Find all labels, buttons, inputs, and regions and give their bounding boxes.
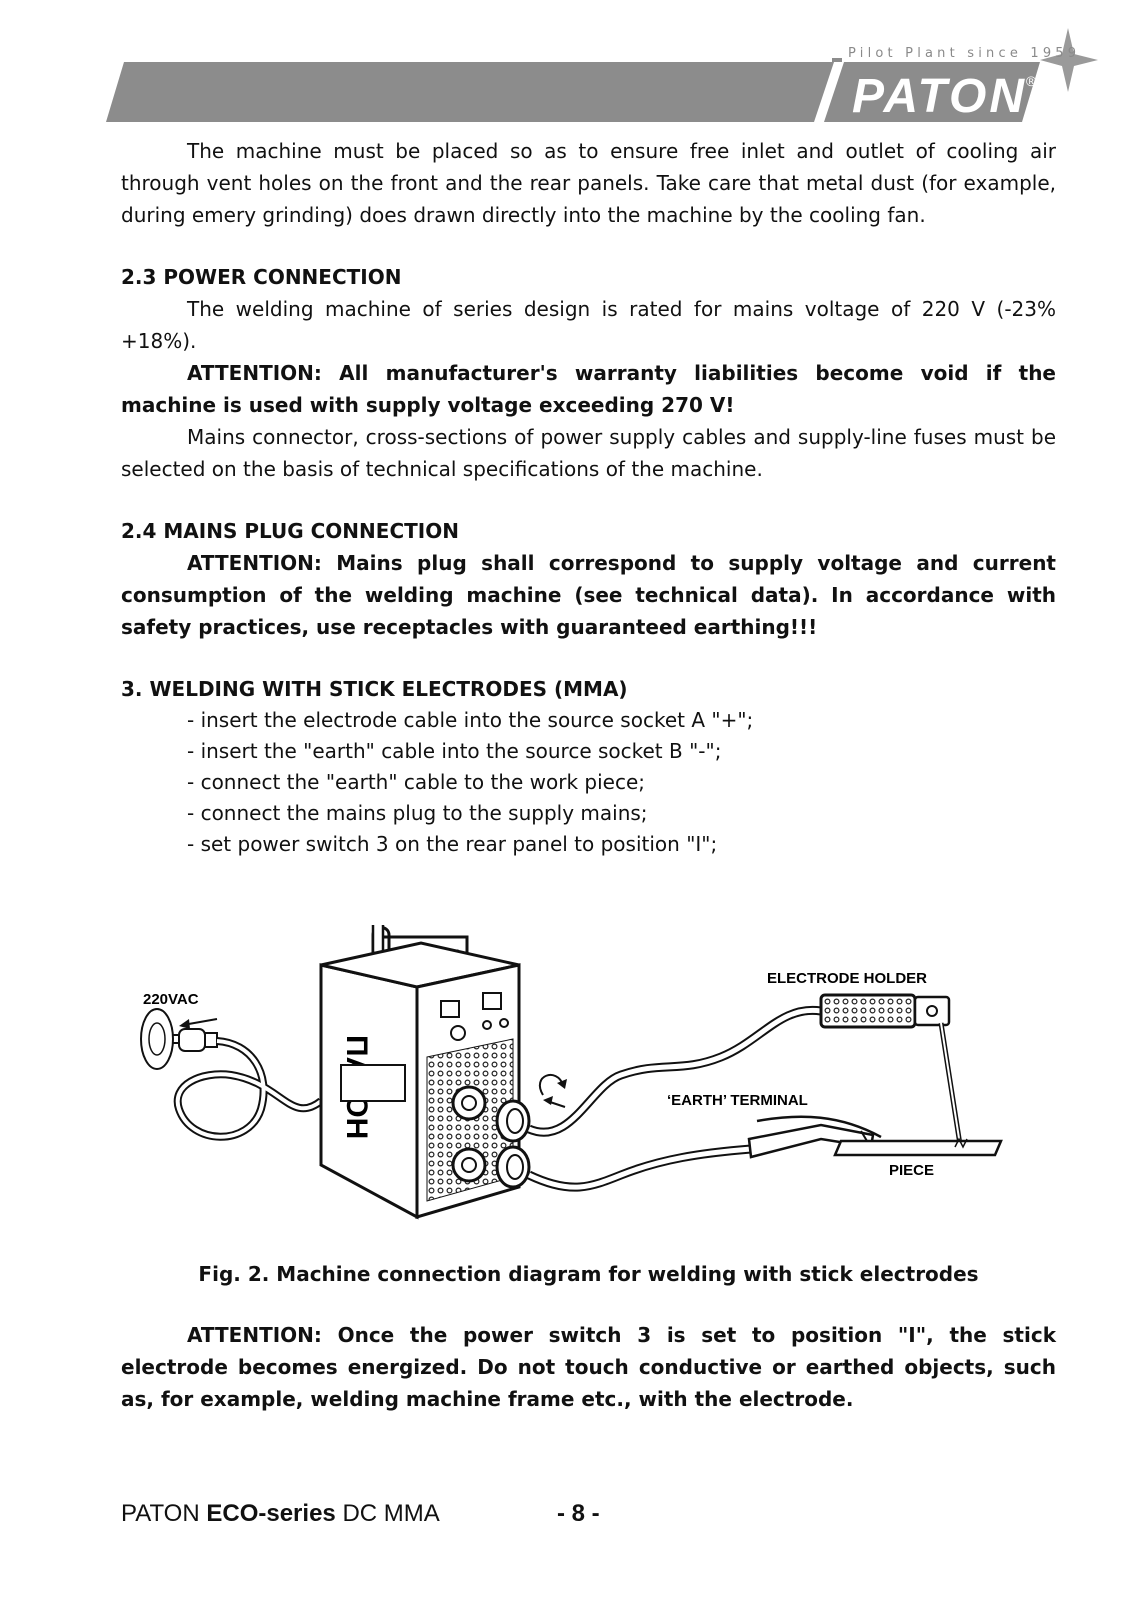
section-heading-2-3: 2.3 POWER CONNECTION (121, 265, 402, 289)
power-paragraph-2: Mains connector, cross-sections of power supply cables and supply-line fuses must be selected on the basis of technical specifications of the machine. (121, 425, 1056, 481)
work-piece (835, 1139, 1001, 1155)
arrow-left-icon (179, 1019, 217, 1029)
label-mains: 220VAC (143, 991, 199, 1008)
label-electrode-holder: ELECTRODE HOLDER (767, 970, 928, 987)
registered-mark: ® (1026, 73, 1037, 89)
power-paragraph: The welding machine of series design is rated for mains voltage of 220 V (-23% +18%). (121, 297, 1056, 353)
main-content (121, 135, 1056, 860)
final-attention: ATTENTION: Once the power switch 3 is set to position "I", the stick electrode becomes energized. Do not touch conductive or earthed objects, such as, for example, welding machine frame etc., with the electrode. (121, 1323, 1056, 1411)
section-heading-2-4: 2.4 MAINS PLUG CONNECTION (121, 519, 459, 543)
footer-brand: PATON (121, 1500, 200, 1527)
cable-connector-minus (497, 1147, 529, 1187)
label-piece: PIECE (889, 1162, 935, 1179)
list-item: - connect the "earth" cable to the work piece; (187, 770, 646, 794)
spacer (121, 643, 1056, 673)
spacer (121, 485, 1056, 515)
list-item: - insert the electrode cable into the source socket A "+"; (187, 708, 754, 732)
section-heading-3: 3. WELDING WITH STICK ELECTRODES (MMA) (121, 677, 628, 701)
header-tagline: Pilot Plant since 1959 (848, 46, 1081, 61)
logo-text: PATON (852, 70, 1028, 123)
steps-list (121, 705, 1056, 860)
list-item: - connect the mains plug to the supply mains; (187, 801, 648, 825)
page-footer (121, 1500, 440, 1528)
intro-paragraph: The machine must be placed so as to ensure free inlet and outlet of cooling air through vent holes on the front and the rear panels. Take care that metal dust (for example, during emery grinding) does drawn directly into the machine by the cooling fan. (121, 139, 1056, 227)
list-item: - insert the "earth" cable into the source socket B "-"; (187, 739, 722, 763)
welding-machine (321, 925, 519, 1217)
power-attention: ATTENTION: All manufacturer's warranty liabilities become void if the machine is used with supply voltage exceeding 270 V! (121, 361, 1056, 417)
list-item: - set power switch 3 on the rear panel to position "I"; (187, 832, 718, 856)
electrode-holder (821, 995, 961, 1151)
plug-attention: ATTENTION: Mains plug shall correspond to supply voltage and current consumption of the welding machine (see technical data). In accordance with safety practices, use receptacles with guaranteed earthing!!! (121, 551, 1056, 639)
header-band (0, 0, 1137, 140)
footer-series: ECO-series (206, 1500, 336, 1527)
connection-diagram (121, 925, 1056, 1245)
page-header (0, 0, 1137, 140)
figure-caption: Fig. 2. Machine connection diagram for welding with stick electrodes (198, 1262, 979, 1286)
spacer (121, 231, 1056, 261)
footer-model: DC MMA (342, 1500, 440, 1527)
page-number: - 8 - (557, 1500, 600, 1527)
cable-connector-plus (497, 1101, 529, 1141)
label-earth-terminal: ‘EARTH’ TERMINAL (667, 1092, 808, 1109)
electrode-cable (529, 1010, 821, 1132)
mains-plug (141, 1009, 217, 1069)
rotate-arrow-icon (540, 1075, 567, 1107)
